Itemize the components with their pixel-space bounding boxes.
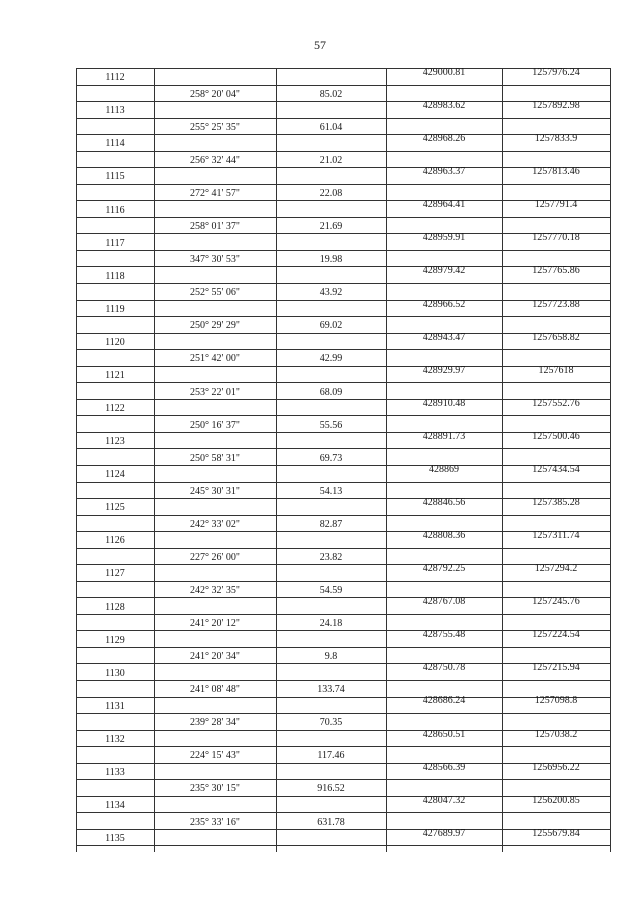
easting-value: 1257791.4 xyxy=(534,199,578,211)
easting-value: 1257658.82 xyxy=(532,331,580,343)
bearing-value: 251° 42' 00" xyxy=(190,353,240,365)
bearing-value: 227° 26' 00" xyxy=(190,551,240,563)
bearing-value: 252° 55' 06" xyxy=(190,287,240,299)
table-hline xyxy=(76,217,610,218)
distance-value: 133.74 xyxy=(317,684,345,696)
distance-value: 69.73 xyxy=(319,452,343,464)
table-hline xyxy=(76,581,610,582)
distance-value: 70.35 xyxy=(319,717,343,729)
bearing-value: 347° 30' 53" xyxy=(190,254,240,266)
easting-value: 1257098.8 xyxy=(534,695,578,707)
easting-value: 1257038.2 xyxy=(534,728,578,740)
table-hline xyxy=(76,448,610,449)
distance-value: 54.59 xyxy=(319,585,343,596)
table-hline xyxy=(76,647,610,648)
distance-value: 61.04 xyxy=(319,121,343,133)
table-hline xyxy=(76,680,610,681)
easting-value: 1255679.84 xyxy=(532,827,580,839)
easting-value: 1257552.76 xyxy=(532,397,580,409)
point-number: 1125 xyxy=(105,502,125,514)
point-number: 1135 xyxy=(105,833,125,845)
northing-value: 429000.81 xyxy=(422,66,466,78)
distance-value: 19.98 xyxy=(319,254,343,266)
northing-value: 428968.26 xyxy=(422,133,466,145)
point-number: 1114 xyxy=(105,138,125,150)
easting-value: 1257385.28 xyxy=(532,497,580,508)
easting-value: 1257770.18 xyxy=(532,232,580,244)
easting-value: 1257723.88 xyxy=(532,298,580,310)
table-hline xyxy=(76,85,610,86)
table-hline xyxy=(76,746,610,747)
northing-value: 428910.48 xyxy=(422,397,466,409)
northing-value: 428891.73 xyxy=(422,430,466,442)
point-number: 1117 xyxy=(105,237,125,249)
northing-value: 428792.25 xyxy=(422,563,466,575)
point-number: 1131 xyxy=(105,700,125,712)
distance-value: 68.09 xyxy=(319,386,343,398)
point-number: 1118 xyxy=(105,270,125,282)
easting-value: 1257500.46 xyxy=(532,430,580,442)
bearing-value: 256° 32' 44" xyxy=(190,154,240,166)
bearing-value: 235° 30' 15" xyxy=(190,783,240,795)
bearing-value: 272° 41' 57" xyxy=(190,188,240,200)
point-number: 1116 xyxy=(105,204,125,216)
point-number: 1134 xyxy=(105,800,125,812)
bearing-value: 250° 58' 31" xyxy=(190,452,240,464)
point-number: 1112 xyxy=(105,72,125,84)
table-hline xyxy=(76,250,610,251)
point-number: 1115 xyxy=(105,171,125,183)
distance-value: 85.02 xyxy=(319,88,343,100)
northing-value: 428869 xyxy=(429,463,459,475)
distance-value: 23.82 xyxy=(319,551,343,563)
northing-value: 428755.48 xyxy=(422,629,466,641)
table-hline xyxy=(76,184,610,185)
northing-value: 428750.78 xyxy=(422,662,466,674)
bearing-value: 242° 33' 02" xyxy=(190,518,240,530)
distance-value: 117.46 xyxy=(317,750,345,762)
northing-value: 427689.97 xyxy=(422,827,466,839)
distance-value: 55.56 xyxy=(319,419,343,431)
bearing-value: 241° 20' 34" xyxy=(190,651,240,663)
easting-value: 1257311.74 xyxy=(532,530,580,542)
easting-value: 1257215.94 xyxy=(532,662,580,674)
point-number: 1122 xyxy=(105,403,125,415)
northing-value: 428943.47 xyxy=(422,331,466,343)
table-hline xyxy=(76,349,610,350)
point-number: 1127 xyxy=(105,568,125,580)
bearing-value: 235° 33' 16" xyxy=(190,816,240,828)
table-hline xyxy=(76,482,610,483)
distance-value: 82.87 xyxy=(319,518,343,530)
distance-value: 631.78 xyxy=(317,816,345,828)
distance-value: 69.02 xyxy=(319,320,343,332)
bearing-value: 253° 22' 01" xyxy=(190,386,240,398)
table-hline xyxy=(76,515,610,516)
survey-table xyxy=(76,68,610,852)
point-number: 1133 xyxy=(105,766,125,778)
northing-value: 428650.51 xyxy=(422,728,466,740)
point-number: 1124 xyxy=(105,469,125,481)
table-hline xyxy=(76,548,610,549)
distance-value: 24.18 xyxy=(319,618,343,630)
northing-value: 428929.97 xyxy=(422,364,466,376)
point-number: 1123 xyxy=(105,436,125,448)
bearing-value: 250° 16' 37" xyxy=(190,419,240,431)
point-number: 1128 xyxy=(105,601,125,613)
distance-value: 54.13 xyxy=(319,485,343,497)
easting-value: 1257245.76 xyxy=(532,596,580,608)
northing-value: 428767.08 xyxy=(422,596,466,608)
easting-value: 1257892.98 xyxy=(532,100,580,112)
point-number: 1132 xyxy=(105,733,125,745)
bearing-value: 241° 08' 48" xyxy=(190,684,240,696)
distance-value: 916.52 xyxy=(317,783,345,795)
easting-value: 1256956.22 xyxy=(532,761,580,773)
page-number: 57 xyxy=(314,38,326,52)
point-number: 1126 xyxy=(105,535,125,547)
point-number: 1113 xyxy=(105,105,125,117)
northing-value: 428963.37 xyxy=(422,166,466,178)
distance-value: 43.92 xyxy=(319,287,343,299)
bearing-value: 224° 15' 43" xyxy=(190,750,240,762)
bearing-value: 242° 32' 35" xyxy=(190,585,240,596)
easting-value: 1257976.24 xyxy=(532,66,580,78)
northing-value: 428686.24 xyxy=(422,695,466,707)
easting-value: 1257618 xyxy=(538,364,574,376)
bearing-value: 255° 25' 35" xyxy=(190,121,240,133)
table-hline xyxy=(76,118,610,119)
point-number: 1120 xyxy=(105,336,125,348)
northing-value: 428979.42 xyxy=(422,265,466,277)
northing-value: 428566.39 xyxy=(422,761,466,773)
table-hline xyxy=(76,415,610,416)
bearing-value: 258° 20' 04" xyxy=(190,88,240,100)
northing-value: 428808.36 xyxy=(422,530,466,542)
distance-value: 22.08 xyxy=(319,188,343,200)
table-vline xyxy=(610,68,611,852)
table-hline xyxy=(76,151,610,152)
point-number: 1130 xyxy=(105,667,125,679)
northing-value: 428846.56 xyxy=(422,497,466,508)
bearing-value: 258° 01' 37" xyxy=(190,221,240,233)
distance-value: 21.02 xyxy=(319,154,343,166)
bearing-value: 245° 30' 31" xyxy=(190,485,240,497)
easting-value: 1257434.54 xyxy=(532,463,580,475)
distance-value: 9.8 xyxy=(324,651,338,663)
point-number: 1129 xyxy=(105,634,125,646)
table-hline xyxy=(76,316,610,317)
northing-value: 428983.62 xyxy=(422,100,466,112)
northing-value: 428047.32 xyxy=(422,794,466,806)
northing-value: 428966.52 xyxy=(422,298,466,310)
point-number: 1121 xyxy=(105,369,125,381)
distance-value: 42.99 xyxy=(319,353,343,365)
table-hline xyxy=(76,713,610,714)
table-hline xyxy=(76,779,610,780)
bearing-value: 239° 28' 34" xyxy=(190,717,240,729)
easting-value: 1257833.9 xyxy=(534,133,578,145)
easting-value: 1256200.85 xyxy=(532,794,580,806)
northing-value: 428959.91 xyxy=(422,232,466,244)
northing-value: 428964.41 xyxy=(422,199,466,211)
distance-value: 21.69 xyxy=(319,221,343,233)
easting-value: 1257224.54 xyxy=(532,629,580,641)
bearing-value: 241° 20' 12" xyxy=(190,618,240,630)
easting-value: 1257765.86 xyxy=(532,265,580,277)
easting-value: 1257294.2 xyxy=(534,563,578,575)
easting-value: 1257813.46 xyxy=(532,166,580,178)
bearing-value: 250° 29' 29" xyxy=(190,320,240,332)
table-hline xyxy=(76,382,610,383)
table-hline xyxy=(76,845,610,846)
table-hline xyxy=(76,283,610,284)
point-number: 1119 xyxy=(105,303,125,315)
table-hline xyxy=(76,812,610,813)
table-hline xyxy=(76,614,610,615)
